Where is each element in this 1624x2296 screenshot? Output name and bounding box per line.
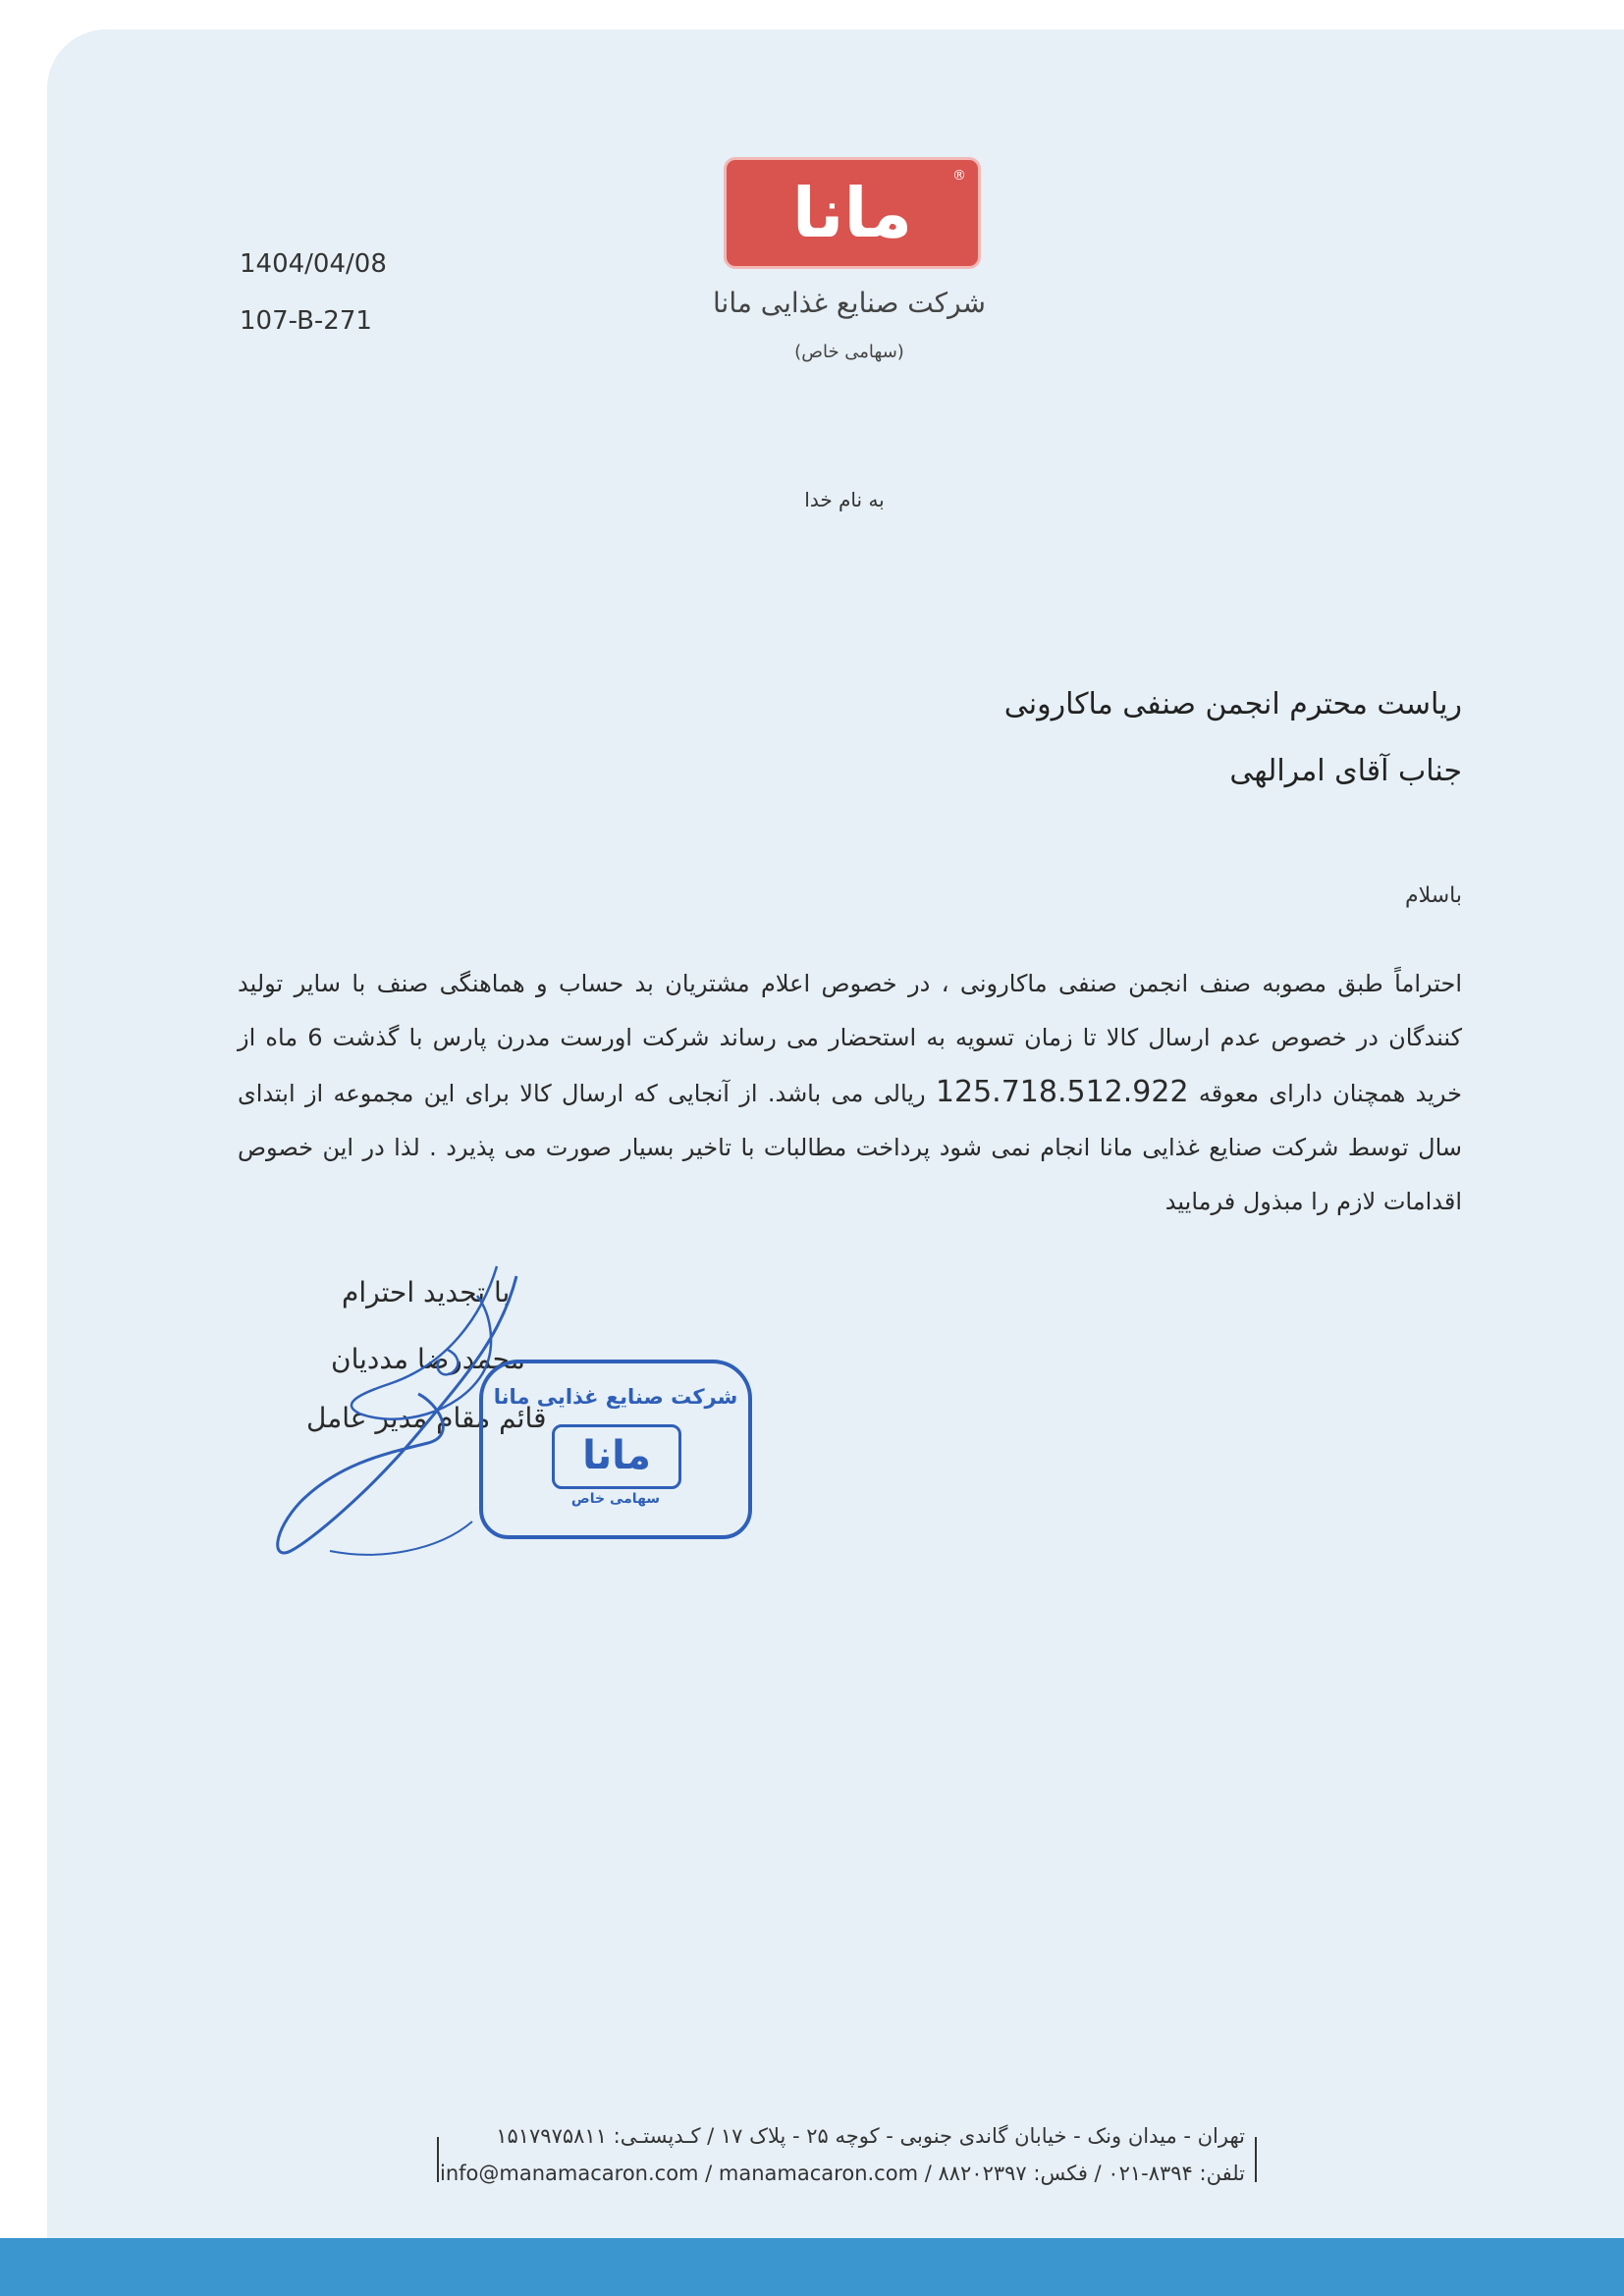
company-logo — [724, 157, 981, 269]
greeting: باسلام — [1404, 883, 1462, 908]
stamp-company-type: سهامی خاص — [570, 1491, 661, 1507]
letter-reference: 107-B-271 — [240, 306, 372, 336]
footer-address: تهران - میدان ونک - خیابان گاندی جنوبی - کوچه ۲۵ - پلاک ۱۷ / کـدپستـی: ۱۵۱۷۹۷۵۸۱۱ — [496, 2124, 1245, 2148]
company-name: شرکت صنایع غذایی مانا — [713, 287, 986, 319]
overdue-amount: 125.718.512.922 — [935, 1075, 1189, 1109]
signature-closing: با تجدید احترام — [342, 1276, 511, 1308]
body-text-after-amount: ریالی می باشد. از آنجایی که ارسال کالا برای این مجموعه از ابتدای سال توسط شرکت صنایع غذایی مانا انجام نمی شود پرداخت مطالبات با تاخیر بسیار صورت می پذیرد . لذا در این خصوص اقدامات لازم را مبذول فرمایید — [238, 1080, 1462, 1215]
footer-divider-left — [437, 2137, 439, 2182]
registered-mark: ® — [952, 168, 966, 184]
stamp-company-name: شرکت صنایع غذایی مانا — [493, 1385, 738, 1409]
footer-divider-right — [1255, 2137, 1257, 2182]
handwritten-signature — [271, 1256, 526, 1571]
company-type: (سهامی خاص) — [794, 342, 904, 362]
signatory-title: قائم مقام مدیر عامل — [306, 1402, 547, 1434]
logo-text: مانا — [791, 173, 913, 253]
letter-date: 1404/04/08 — [240, 249, 387, 279]
footer-band — [0, 2238, 1624, 2296]
footer-contact: تلفن: ۸۳۹۴-۰۲۱ / فکس: ۸۸۲۰۲۳۹۷ / info@manamacaron.com / manamacaron.com — [440, 2162, 1245, 2185]
signatory-name: محمدرضا مددیان — [331, 1343, 525, 1375]
recipient-line-2: جناب آقای امرالهی — [1229, 754, 1462, 788]
stamp-logo: مانا — [552, 1424, 681, 1489]
recipient-line-1: ریاست محترم انجمن صنفی ماکارونی — [1003, 687, 1462, 721]
letter-body — [238, 957, 1462, 1229]
body-text-before-amount: احتراماً طبق مصوبه صنف انجمن صنفی ماکارونی ، در خصوص اعلام مشتریان بد حساب و هماهنگی صنف با سایر تولید کنندگان در خصوص عدم ارسال کالا تا زمان تسویه به استحضار می رساند شرکت اورست مدرن پارس با گذشت 6 ماه از خرید همچنان دارای معوقه — [238, 970, 1462, 1107]
invocation: به نام خدا — [804, 488, 885, 511]
